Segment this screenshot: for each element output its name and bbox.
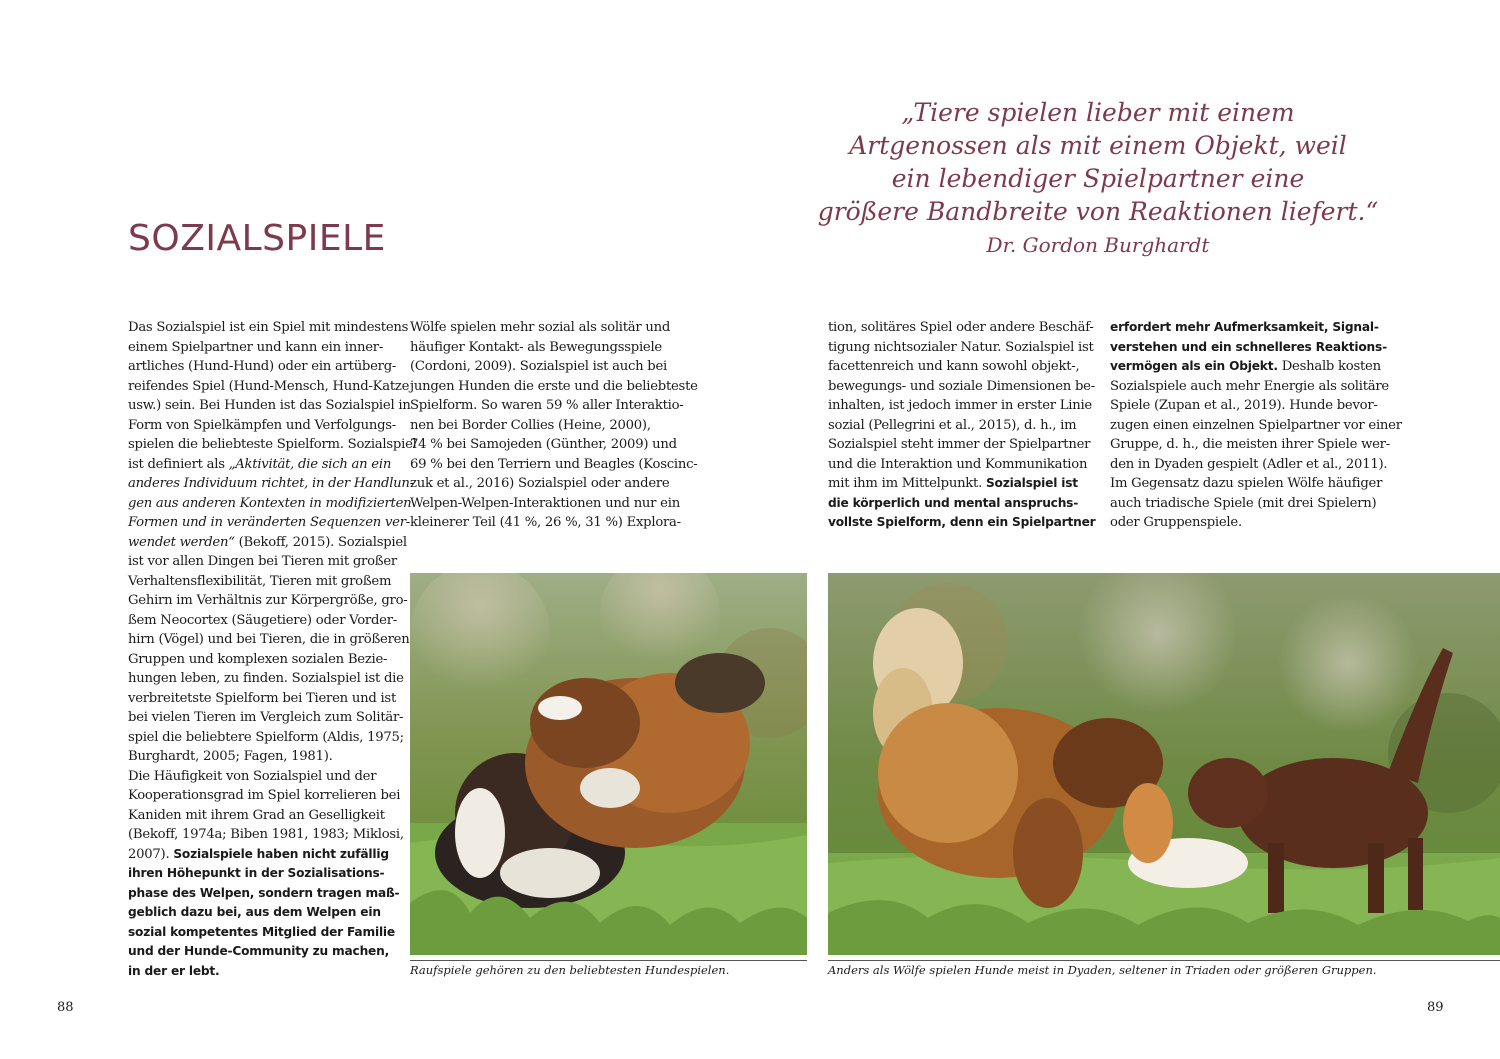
text-line: Sozialspiele auch mehr Energie als solitäre: [1110, 378, 1389, 394]
highlight-line: sozial kompetentes Mitglied der Familie: [128, 924, 395, 939]
text-line: [128, 494, 412, 514]
text-line: zuk et al., 2016) Sozialspiel oder andere: [410, 476, 670, 491]
photo-caption-right: Anders als Wölfe spielen Hunde meist in Dyaden, seltener in Triaden oder größeren Gruppen.: [828, 963, 1377, 977]
text-line: (Bekoff, 1974a; Biben 1981, 1983; Miklosi,: [128, 827, 404, 842]
text-line: Gruppe, d. h., die meisten ihrer Spiele wer-: [1110, 437, 1390, 452]
text-line: Spiele (Zupan et al., 2019). Hunde bevor-: [1110, 398, 1378, 413]
text-line: jungen Hunden die erste und die beliebteste: [410, 378, 698, 394]
dogs-photo-illustration: [828, 573, 1500, 955]
highlight-line: geblich dazu bei, aus dem Welpen ein: [128, 905, 381, 919]
text-line: sozial (Pellegrini et al., 2015), d. h., im: [828, 417, 1077, 433]
text-line: [128, 845, 390, 865]
text-line: bei vielen Tieren im Vergleich zum Solitär-: [128, 710, 404, 725]
text-column-2: [410, 318, 698, 533]
text-line: reifendes Spiel (Hund-Mensch, Hund-Katze: [128, 378, 410, 394]
text-line: Das Sozialspiel ist ein Spiel mit mindestens: [128, 320, 409, 335]
text-line: [128, 455, 390, 475]
highlight-line: erfordert mehr Aufmerksamkeit, Signal-: [1110, 320, 1379, 334]
text-run: 2007).: [128, 846, 174, 862]
text-line: hirn (Vögel) und bei Tieren, die in größeren: [128, 632, 410, 647]
highlight-line: und der Hunde-Community zu machen,: [128, 944, 390, 958]
text-line: spiel die beliebtere Spielform (Aldis, 1975;: [128, 729, 404, 745]
definition-quote: gen aus anderen Kontexten in modifizierten: [128, 495, 412, 511]
highlight-line: die körperlich und mental anspruchs-: [828, 495, 1079, 510]
text-run: (Bekoff, 2015). Sozialspiel: [234, 534, 407, 550]
quote-author: Dr. Gordon Burghardt: [986, 233, 1210, 257]
highlight-line: vollste Spielform, denn ein Spielpartner: [828, 515, 1096, 529]
text-run: ist definiert als: [128, 456, 229, 472]
quote-line: Artgenossen als mit einem Objekt, weil: [849, 131, 1347, 160]
text-line: (Cordoni, 2009). Sozialspiel ist auch bei: [410, 359, 668, 374]
text-line: inhalten, ist jedoch immer in erster Linie: [828, 398, 1092, 413]
quote-line: „Tiere spielen lieber mit einem: [901, 98, 1295, 127]
text-line: häufiger Kontakt- als Bewegungsspiele: [410, 339, 662, 355]
page-number-left: 88: [57, 1000, 74, 1015]
definition-quote: wendet werden“: [128, 534, 235, 550]
quote-line: ein lebendiger Spielpartner eine: [891, 164, 1305, 193]
text-column-3: [828, 318, 1096, 533]
caption-rule: [828, 960, 1500, 961]
page-number-right: 89: [1427, 1000, 1444, 1015]
text-line: [128, 533, 407, 553]
text-line: Sozialspiel steht immer der Spielpartner: [828, 437, 1091, 452]
photo-caption-left: Raufspiele gehören zu den beliebtesten Hundespielen.: [410, 963, 730, 977]
text-line: Spielform. So waren 59 % aller Interaktio-: [410, 398, 684, 413]
text-column-4: [1110, 318, 1402, 533]
highlight-text: Sozialspiele haben nicht zufällig: [173, 846, 389, 861]
highlight-line: verstehen und ein schnelleres Reaktions-: [1110, 339, 1387, 354]
definition-quote: anderes Individuum richtet, in der Handlun-: [128, 476, 414, 491]
definition-quote: „Aktivität, die sich an ein: [228, 456, 392, 472]
text-line: 74 % bei Samojeden (Günther, 2009) und: [410, 437, 677, 452]
quote-line: größere Bandbreite von Reaktionen liefert.“: [817, 197, 1379, 226]
text-line: [128, 513, 410, 533]
text-line: Burghardt, 2005; Fagen, 1981).: [128, 749, 333, 764]
text-line: den in Dyaden gespielt (Adler et al., 2011).: [1110, 456, 1388, 472]
text-line: facettenreich und kann sowohl objekt-,: [828, 359, 1080, 374]
text-line: ßem Neocortex (Säugetiere) oder Vorder-: [128, 612, 397, 628]
text-line: hungen leben, zu finden. Sozialspiel ist die: [128, 671, 404, 686]
text-line: Kooperationsgrad im Spiel korrelieren bei: [128, 788, 401, 803]
text-column-1: [128, 318, 417, 981]
text-line: [1110, 357, 1381, 377]
text-line: Kaniden mit ihrem Grad an Geselligkeit: [128, 807, 385, 823]
caption-rule: [410, 960, 807, 961]
photo-dogs-group-play: [828, 573, 1500, 955]
text-line: [128, 474, 414, 494]
text-line: [828, 474, 1090, 494]
text-line: Welpen-Welpen-Interaktionen und nur ein: [410, 495, 680, 511]
text-line: Die Häufigkeit von Sozialspiel und der: [128, 768, 377, 784]
highlight-text: vermögen als ein Objekt.: [1110, 359, 1278, 373]
text-line: verbreitetste Spielform bei Tieren und ist: [128, 690, 397, 706]
text-run: mit ihm im Mittelpunkt.: [828, 476, 986, 491]
text-line: zugen einen einzelnen Spielpartner vor einer: [1110, 417, 1402, 433]
text-line: Gruppen und komplexen sozialen Bezie-: [128, 651, 388, 667]
highlight-line: phase des Welpen, sondern tragen maß-: [128, 885, 400, 900]
text-line: bewegungs- und soziale Dimensionen be-: [828, 378, 1095, 394]
photo-dogs-rough-play: [410, 573, 807, 955]
text-line: kleinerer Teil (41 %, 26 %, 31 %) Explora-: [410, 515, 681, 530]
section-heading: SOZIALSPIELE: [128, 218, 386, 259]
highlight-line: in der er lebt.: [128, 963, 220, 978]
definition-quote: Formen und in veränderten Sequenzen ver-: [128, 515, 410, 530]
text-line: Verhaltensflexibilität, Tieren mit großem: [128, 573, 392, 589]
text-line: Im Gegensatz dazu spielen Wölfe häufiger: [1110, 476, 1383, 491]
text-line: nen bei Border Collies (Heine, 2000),: [410, 417, 651, 433]
text-line: tion, solitäres Spiel oder andere Beschäf-: [828, 320, 1094, 335]
highlight-line: ihren Höhepunkt in der Sozialisations-: [128, 866, 385, 880]
text-line: artliches (Hund-Hund) oder ein artüberg-: [128, 359, 397, 374]
text-run: Deshalb kosten: [1277, 359, 1381, 374]
text-line: Gehirn im Verhältnis zur Körpergröße, gro-: [128, 593, 408, 608]
dogs-photo-illustration: [410, 573, 807, 955]
text-line: usw.) sein. Bei Hunden ist das Sozialspiel in: [128, 398, 411, 413]
text-line: oder Gruppenspiele.: [1110, 515, 1242, 530]
text-line: auch triadische Spiele (mit drei Spielern): [1110, 495, 1377, 511]
text-line: einem Spielpartner und kann ein inner-: [128, 339, 384, 355]
text-line: ist vor allen Dingen bei Tieren mit großer: [128, 554, 397, 569]
text-line: Form von Spielkämpfen und Verfolgungs-: [128, 417, 397, 433]
text-line: 69 % bei den Terriern und Beagles (Koscinc-: [410, 456, 698, 472]
text-line: spielen die beliebteste Spielform. Sozialspiel: [128, 437, 417, 452]
text-line: Wölfe spielen mehr sozial als solitär und: [410, 320, 671, 335]
text-line: tigung nichtsozialer Natur. Sozialspiel ist: [828, 339, 1094, 355]
pull-quote: [808, 96, 1388, 260]
highlight-text: Sozialspiel ist: [985, 476, 1078, 490]
text-line: und die Interaktion und Kommunikation: [828, 456, 1088, 472]
